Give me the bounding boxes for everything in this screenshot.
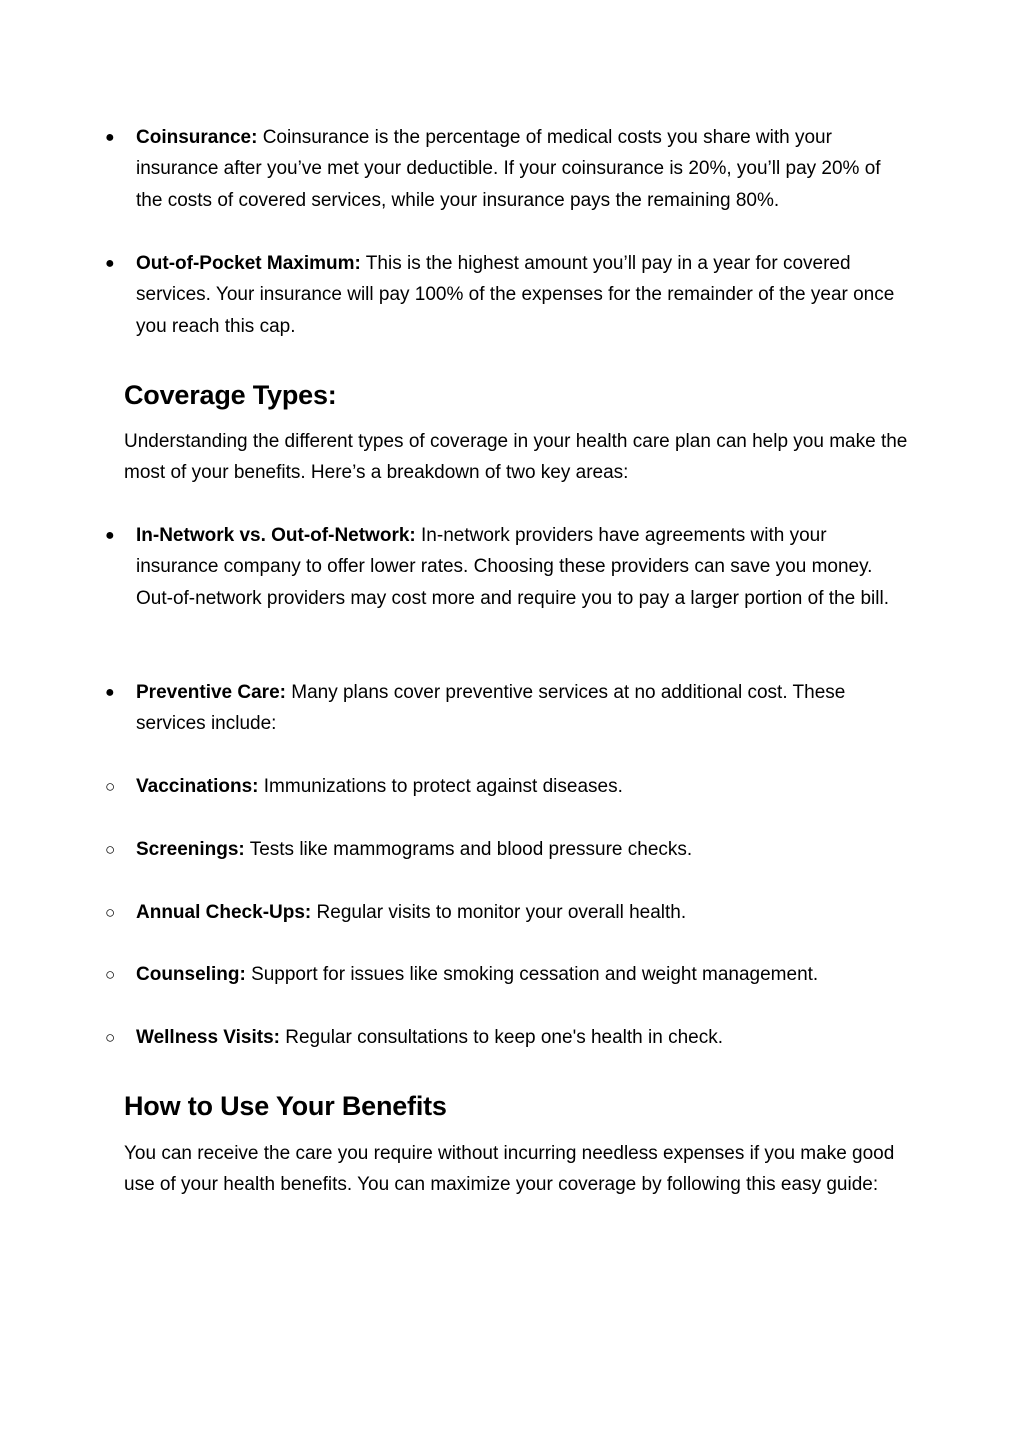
term-description: Support for issues like smoking cessation and weight management. — [251, 964, 819, 985]
sub-list-item-wellness-visits — [105, 1022, 905, 1053]
hollow-bullet-icon: ○ — [105, 777, 116, 796]
coverage-types-heading: Coverage Types: — [124, 380, 337, 410]
benefits-heading: How to Use Your Benefits — [124, 1091, 447, 1121]
list-item-coinsurance — [105, 122, 905, 216]
term-label: In-Network vs. Out-of-Network: — [136, 525, 416, 546]
hollow-bullet-icon: ○ — [105, 965, 116, 984]
term-description: This is the highest amount you’ll pay in a year for covered services. Your insurance will pay 100% of the expenses for the remainder of the year once you reach this cap. — [136, 253, 895, 337]
term-label: Vaccinations: — [136, 776, 259, 797]
term-description: Coinsurance is the percentage of medical costs you share with your insurance after you’ve met your deductible. If your coinsurance is 20%, you’ll pay 20% of the costs of covered services, while your insurance pays the remaining 80%. — [136, 127, 881, 211]
sub-list-item-annual-check-ups — [105, 897, 905, 928]
term-description: Regular consultations to keep one's health in check. — [285, 1027, 723, 1048]
bullet-icon: ● — [105, 684, 115, 701]
sub-list-item-screenings — [105, 834, 905, 865]
hollow-bullet-icon: ○ — [105, 1028, 116, 1047]
term-description: Immunizations to protect against diseases. — [263, 776, 623, 797]
term-label: Screenings: — [136, 839, 245, 860]
list-item-out-of-pocket-maximum — [105, 248, 905, 342]
term-label: Out-of-Pocket Maximum: — [136, 253, 361, 274]
bullet-icon: ● — [105, 129, 115, 146]
list-item-preventive-care — [105, 677, 905, 740]
coverage-intro-paragraph: Understanding the different types of coverage in your health care plan can help you make the most of your benefits. Here’s a breakdown of two key areas: — [124, 431, 908, 484]
term-description: Many plans cover preventive services at no additional cost. These services include: — [136, 682, 846, 735]
term-label: Wellness Visits: — [136, 1027, 280, 1048]
term-description: In-network providers have agreements with your insurance company to offer lower rates. Choosing these providers can save you money. Out-of-network providers may cost more and require you to pay a larger portion of the bill. — [136, 525, 889, 609]
sub-list-item-counseling — [105, 959, 905, 990]
term-label: Counseling: — [136, 964, 246, 985]
sub-list-item-vaccinations — [105, 771, 905, 802]
term-label: Coinsurance: — [136, 127, 258, 148]
hollow-bullet-icon: ○ — [105, 840, 116, 859]
benefits-intro-paragraph: You can receive the care you require without incurring needless expenses if you make good use of your health benefits. You can maximize your coverage by following this easy guide: — [124, 1143, 895, 1196]
bullet-icon: ● — [105, 527, 115, 544]
list-item-in-network — [105, 520, 905, 614]
hollow-bullet-icon: ○ — [105, 903, 116, 922]
term-description: Tests like mammograms and blood pressure checks. — [249, 839, 693, 860]
term-description: Regular visits to monitor your overall health. — [316, 902, 687, 923]
term-label: Preventive Care: — [136, 682, 286, 703]
bullet-icon: ● — [105, 255, 115, 272]
term-label: Annual Check-Ups: — [136, 902, 312, 923]
